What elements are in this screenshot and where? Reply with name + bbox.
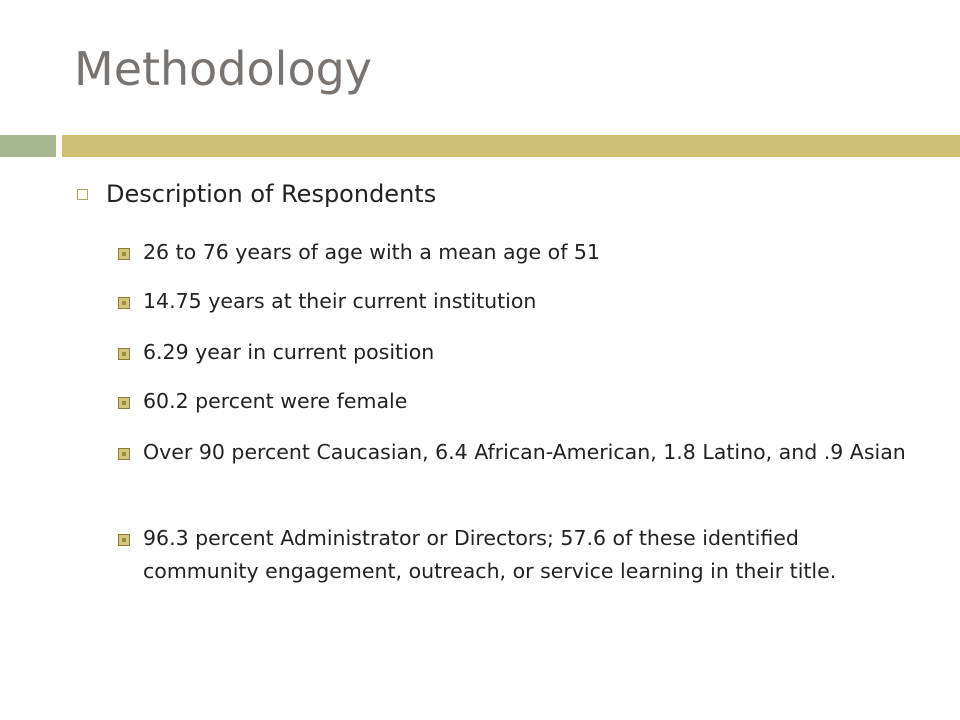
- bullet-level2-item: [118, 389, 908, 418]
- hollow-square-bullet-icon: [77, 189, 88, 200]
- bullet-level1-text: Description of Respondents: [106, 180, 437, 208]
- bullet-level2-item: [118, 526, 908, 588]
- bullet-level1-description-of-respondents: [72, 180, 436, 208]
- bullet-level2-text: 96.3 percent Administrator or Directors; 57.6 of these identified community engagement, outreach, or service learning in their title.: [143, 526, 837, 583]
- bullet-level2-text: 14.75 years at their current institution: [143, 289, 537, 313]
- slide-title: Methodology: [74, 42, 373, 96]
- bullet-level2-item: [118, 289, 908, 318]
- filled-square-bullet-icon: [118, 448, 130, 460]
- filled-square-bullet-icon: [118, 397, 130, 409]
- filled-square-bullet-icon: [118, 248, 130, 260]
- title-divider-accent-left: [0, 135, 56, 157]
- title-divider-accent-right: [62, 135, 960, 157]
- bullet-level2-item: [118, 340, 908, 369]
- bullet-level2-item: [118, 440, 908, 469]
- filled-square-bullet-icon: [118, 348, 130, 360]
- bullet-level2-text: 6.29 year in current position: [143, 340, 435, 364]
- filled-square-bullet-icon: [118, 534, 130, 546]
- bullet-level2-text: 26 to 76 years of age with a mean age of 51: [143, 240, 601, 264]
- bullet-level2-text: Over 90 percent Caucasian, 6.4 African-American, 1.8 Latino, and .9 Asian: [143, 440, 906, 464]
- filled-square-bullet-icon: [118, 297, 130, 309]
- bullet-level2-item: [118, 240, 908, 269]
- bullet-level2-text: 60.2 percent were female: [143, 389, 408, 413]
